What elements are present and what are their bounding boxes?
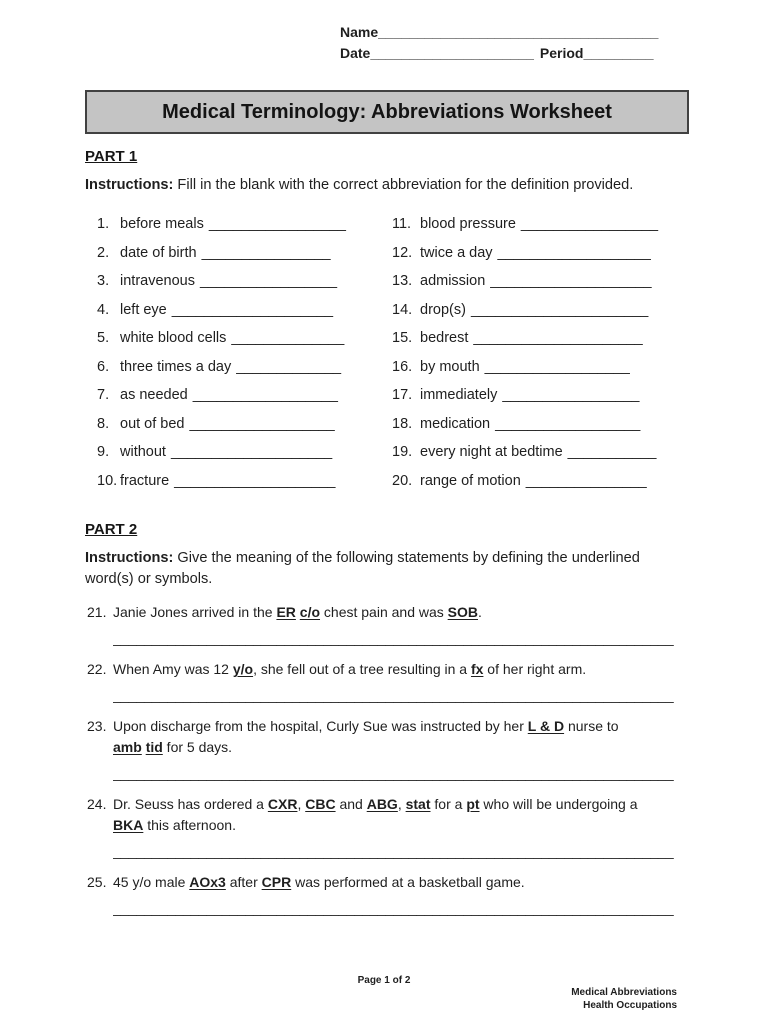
item-number: 5.: [97, 330, 110, 346]
item-text: Upon discharge from the hospital, Curly Sue was instructed by her: [113, 718, 528, 734]
answer-blank: ________________________________________________________________________: [113, 900, 674, 916]
item-text: Dr. Seuss has ordered a: [113, 796, 268, 812]
answer-blank: __________________: [192, 387, 338, 403]
item-text: When Amy was 12: [113, 661, 233, 677]
instructions-label: Instructions:: [85, 177, 174, 193]
item-number: 8.: [97, 415, 110, 432]
abbreviation-term: ABG: [366, 796, 398, 812]
worksheet-item: [97, 210, 392, 239]
worksheet-item: [85, 659, 685, 706]
item-number: 16.: [392, 358, 413, 375]
abbreviation-term: y/o: [232, 661, 254, 677]
item-sentence: [113, 602, 685, 623]
abbreviation-term: AOx3: [189, 874, 226, 890]
item-text: three times a day: [120, 358, 232, 375]
item-text: for a: [430, 796, 467, 812]
answer-blank: _____________________: [473, 330, 643, 346]
answer-blank: ____________________: [174, 472, 336, 489]
item-text: before meals: [120, 216, 204, 232]
answer-blank: _________________: [520, 216, 659, 232]
worksheet-item: [392, 296, 685, 325]
item-text: ,: [397, 796, 406, 812]
part1-grid: [85, 210, 685, 495]
answer-blank: ______________: [231, 330, 345, 346]
item-text: immediately: [420, 387, 498, 403]
worksheet-item: [97, 438, 392, 467]
item-text: by mouth: [420, 358, 480, 375]
answer-blank: ______________________: [470, 301, 649, 318]
worksheet-content: [85, 148, 685, 929]
item-text: and: [335, 796, 367, 812]
item-text: nurse to: [564, 718, 619, 734]
item-text: for 5 days.: [162, 739, 233, 755]
item-text: as needed: [120, 387, 188, 403]
footer-credit-line2: Health Occupations: [583, 1000, 677, 1011]
worksheet-item: [97, 467, 392, 496]
date-blank: _____________________: [370, 45, 534, 61]
item-text: who will be undergoing a: [479, 796, 638, 812]
period-label: Period: [539, 45, 584, 61]
header-block: [340, 22, 685, 64]
item-text: out of bed: [120, 415, 185, 432]
item-text: date of birth: [120, 244, 197, 261]
item-number: 18.: [392, 415, 413, 432]
item-number: 20.: [392, 472, 413, 489]
worksheet-item: [392, 324, 685, 353]
page-title: Medical Terminology: Abbreviations Worksheet: [162, 100, 612, 123]
worksheet-item: [97, 239, 392, 268]
abbreviation-term: SOB: [447, 604, 478, 620]
answer-blank: __________________: [189, 415, 335, 432]
item-number: 25.: [87, 874, 107, 890]
item-sentence: [113, 716, 685, 758]
abbreviation-term: c/o: [299, 604, 321, 620]
item-text: intravenous: [120, 273, 195, 289]
answer-blank: ________________________________________________________________________: [113, 687, 674, 703]
period-blank: _________: [583, 45, 654, 61]
name-line: [340, 22, 685, 43]
worksheet-item: [85, 716, 685, 784]
answer-blank: ____________________: [170, 444, 333, 460]
instructions-text: Fill in the blank with the correct abbreviation for the definition provided.: [173, 177, 634, 193]
worksheet-item: [97, 267, 392, 296]
item-text: left eye: [120, 301, 167, 318]
abbreviation-term: amb: [113, 739, 142, 755]
date-period-line: [340, 43, 685, 64]
part2-instructions: [85, 548, 685, 590]
worksheet-item: [392, 239, 685, 268]
abbreviation-term: ER: [276, 604, 296, 620]
worksheet-item: [97, 353, 392, 382]
item-sentence: [113, 872, 685, 893]
item-number: 6.: [97, 358, 110, 375]
footer-credits: [571, 986, 677, 1012]
item-number: 12.: [392, 244, 413, 261]
item-number: 24.: [87, 796, 107, 812]
item-number: 4.: [97, 301, 110, 318]
item-text: .: [478, 604, 482, 620]
abbreviation-term: CPR: [261, 874, 292, 890]
name-label: Name: [340, 24, 379, 40]
answer-blank: _________________: [199, 273, 338, 289]
worksheet-item: [392, 210, 685, 239]
item-number: 9.: [97, 444, 110, 460]
part2-section: [85, 521, 685, 919]
page-number: Page 1 of 2: [357, 975, 411, 986]
answer-blank: ____________________: [490, 273, 652, 289]
item-text: white blood cells: [120, 330, 227, 346]
worksheet-item: [85, 794, 685, 862]
item-number: 13.: [392, 273, 413, 289]
item-text: bedrest: [420, 330, 469, 346]
answer-blank: ___________: [567, 444, 657, 460]
abbreviation-term: CBC: [305, 796, 336, 812]
answer-blank: ________________________________________________________________________: [113, 765, 674, 781]
part1-instructions: [85, 175, 685, 196]
abbreviation-term: pt: [466, 796, 480, 812]
part1-column-right: [392, 210, 685, 495]
abbreviation-term: CXR: [267, 796, 298, 812]
item-text: medication: [420, 415, 491, 432]
worksheet-item: [392, 267, 685, 296]
instructions-text-line2: word(s) or symbols.: [85, 571, 213, 587]
part2-items: [85, 602, 685, 919]
item-text: without: [120, 444, 166, 460]
title-box: [85, 90, 689, 134]
worksheet-item: [392, 438, 685, 467]
abbreviation-term: BKA: [113, 817, 144, 833]
answer-blank: ________________________________________________________________________: [113, 630, 674, 646]
abbreviation-term: stat: [405, 796, 431, 812]
item-number: 23.: [87, 718, 107, 734]
item-text: drop(s): [420, 301, 466, 318]
instructions-text-line1: Give the meaning of the following statements by defining the underlined: [173, 550, 640, 566]
item-text: blood pressure: [420, 216, 516, 232]
item-text: chest pain and was: [320, 604, 448, 620]
worksheet-item: [97, 296, 392, 325]
answer-blank: ___________________: [497, 244, 651, 261]
abbreviation-term: L & D: [527, 718, 565, 734]
item-number: 15.: [392, 330, 413, 346]
item-text: was performed at a basketball game.: [291, 874, 525, 890]
worksheet-item: [97, 324, 392, 353]
worksheet-item: [85, 602, 685, 649]
item-text: , she fell out of a tree resulting in a: [253, 661, 471, 677]
worksheet-item: [392, 353, 685, 382]
item-text: this afternoon.: [143, 817, 236, 833]
item-number: 2.: [97, 244, 110, 261]
item-text: admission: [420, 273, 486, 289]
item-text: twice a day: [420, 244, 493, 261]
date-label: Date: [340, 45, 371, 61]
worksheet-item: [85, 872, 685, 919]
worksheet-item: [392, 410, 685, 439]
answer-blank: _______________: [525, 472, 647, 489]
worksheet-item: [392, 381, 685, 410]
answer-blank: ________________: [201, 244, 331, 261]
part1-column-left: [97, 210, 392, 495]
footer-credit-line1: Medical Abbreviations: [571, 987, 677, 998]
name-blank: ____________________________________: [378, 24, 659, 40]
item-number: 3.: [97, 273, 110, 289]
answer-blank: __________________: [495, 415, 641, 432]
item-number: 7.: [97, 387, 110, 403]
item-text: fracture: [120, 472, 170, 489]
worksheet-item: [97, 381, 392, 410]
answer-blank: ________________________________________________________________________: [113, 843, 674, 859]
answer-blank: _________________: [502, 387, 640, 403]
abbreviation-term: tid: [145, 739, 163, 755]
part1-heading: PART 1: [85, 148, 138, 165]
item-number: 14.: [392, 301, 413, 318]
item-text: 45 y/o male: [113, 874, 190, 890]
item-number: 17.: [392, 387, 413, 403]
instructions-label: Instructions:: [85, 550, 174, 566]
worksheet-item: [392, 467, 685, 496]
item-number: 19.: [392, 444, 413, 460]
answer-blank: _________________: [208, 216, 346, 232]
abbreviation-term: fx: [470, 661, 484, 677]
answer-blank: __________________: [484, 358, 630, 375]
item-number: 22.: [87, 661, 107, 677]
item-number: 1.: [97, 216, 110, 232]
item-text: every night at bedtime: [420, 444, 563, 460]
item-number: 11.: [392, 216, 412, 232]
item-number: 10.: [97, 472, 118, 489]
part2-heading: PART 2: [85, 521, 138, 538]
worksheet-item: [97, 410, 392, 439]
answer-blank: ____________________: [171, 301, 334, 318]
item-text: ,: [297, 796, 306, 812]
item-text: range of motion: [420, 472, 521, 489]
item-sentence: [113, 659, 685, 680]
item-number: 21.: [87, 604, 107, 620]
item-sentence: [113, 794, 685, 836]
item-text: of her right arm.: [483, 661, 587, 677]
item-text: after: [225, 874, 262, 890]
item-text: Janie Jones arrived in the: [113, 604, 277, 620]
answer-blank: _____________: [236, 358, 342, 375]
